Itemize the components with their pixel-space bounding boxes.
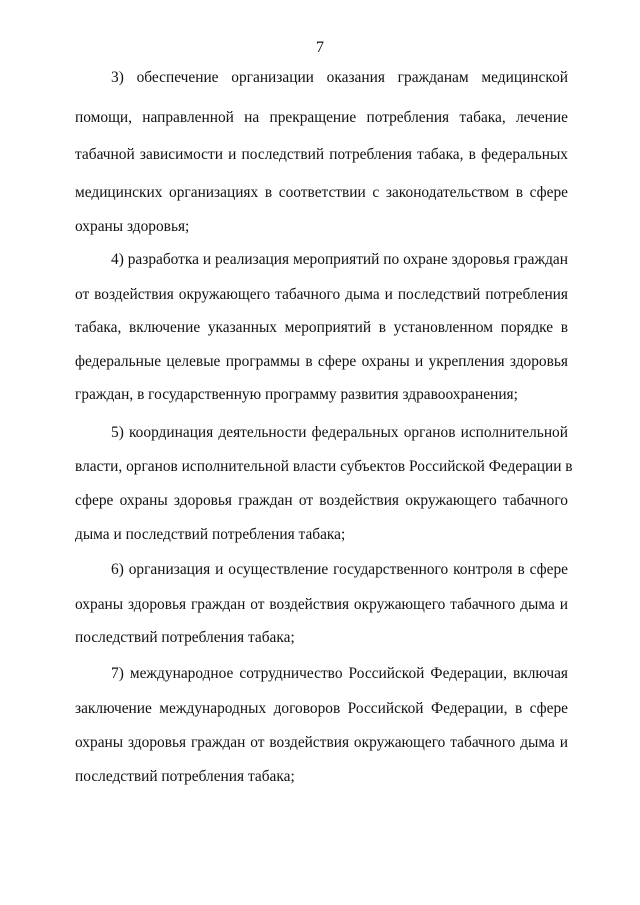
paragraph-4-line-2: от воздействия окружающего табачного дыма и последствий потребления xyxy=(75,286,568,303)
paragraph-5-line-4: дыма и последствий потребления табака; xyxy=(75,526,346,543)
paragraph-4-line-3: табака, включение указанных мероприятий в установленном порядке в xyxy=(75,319,568,336)
paragraph-4-line-1: 4) разработка и реализация мероприятий по охране здоровья граждан xyxy=(111,251,568,268)
paragraph-7-line-1: 7) международное сотрудничество Российской Федерации, включая xyxy=(111,665,568,682)
paragraph-7-line-3: охраны здоровья граждан от воздействия окружающего табачного дыма и xyxy=(75,734,568,751)
paragraph-6-line-3: последствий потребления табака; xyxy=(75,629,295,646)
paragraph-3-line-1: 3) обеспечение организации оказания гражданам медицинской xyxy=(111,69,568,86)
page-number: 7 xyxy=(316,39,324,56)
paragraph-5-line-2: власти, органов исполнительной власти субъектов Российской Федерации в xyxy=(75,458,573,475)
paragraph-5-line-1: 5) координация деятельности федеральных органов исполнительной xyxy=(111,424,568,441)
paragraph-5-line-3: сфере охраны здоровья граждан от воздействия окружающего табачного xyxy=(75,492,568,509)
paragraph-6-line-1: 6) организация и осуществление государственного контроля в сфере xyxy=(111,561,568,578)
paragraph-3-line-5: охраны здоровья; xyxy=(75,218,190,235)
paragraph-7-line-2: заключение международных договоров Российской Федерации, в сфере xyxy=(75,700,568,717)
paragraph-3-line-2: помощи, направленной на прекращение потребления табака, лечение xyxy=(75,109,568,126)
paragraph-6-line-2: охраны здоровья граждан от воздействия окружающего табачного дыма и xyxy=(75,596,568,613)
paragraph-4-line-4: федеральные целевые программы в сфере охраны и укрепления здоровья xyxy=(75,353,568,370)
paragraph-7-line-4: последствий потребления табака; xyxy=(75,768,295,785)
paragraph-3-line-4: медицинских организациях в соответствии с законодательством в сфере xyxy=(75,184,568,201)
paragraph-3-line-3: табачной зависимости и последствий потребления табака, в федеральных xyxy=(75,146,568,163)
paragraph-4-line-5: граждан, в государственную программу развития здравоохранения; xyxy=(75,386,518,403)
